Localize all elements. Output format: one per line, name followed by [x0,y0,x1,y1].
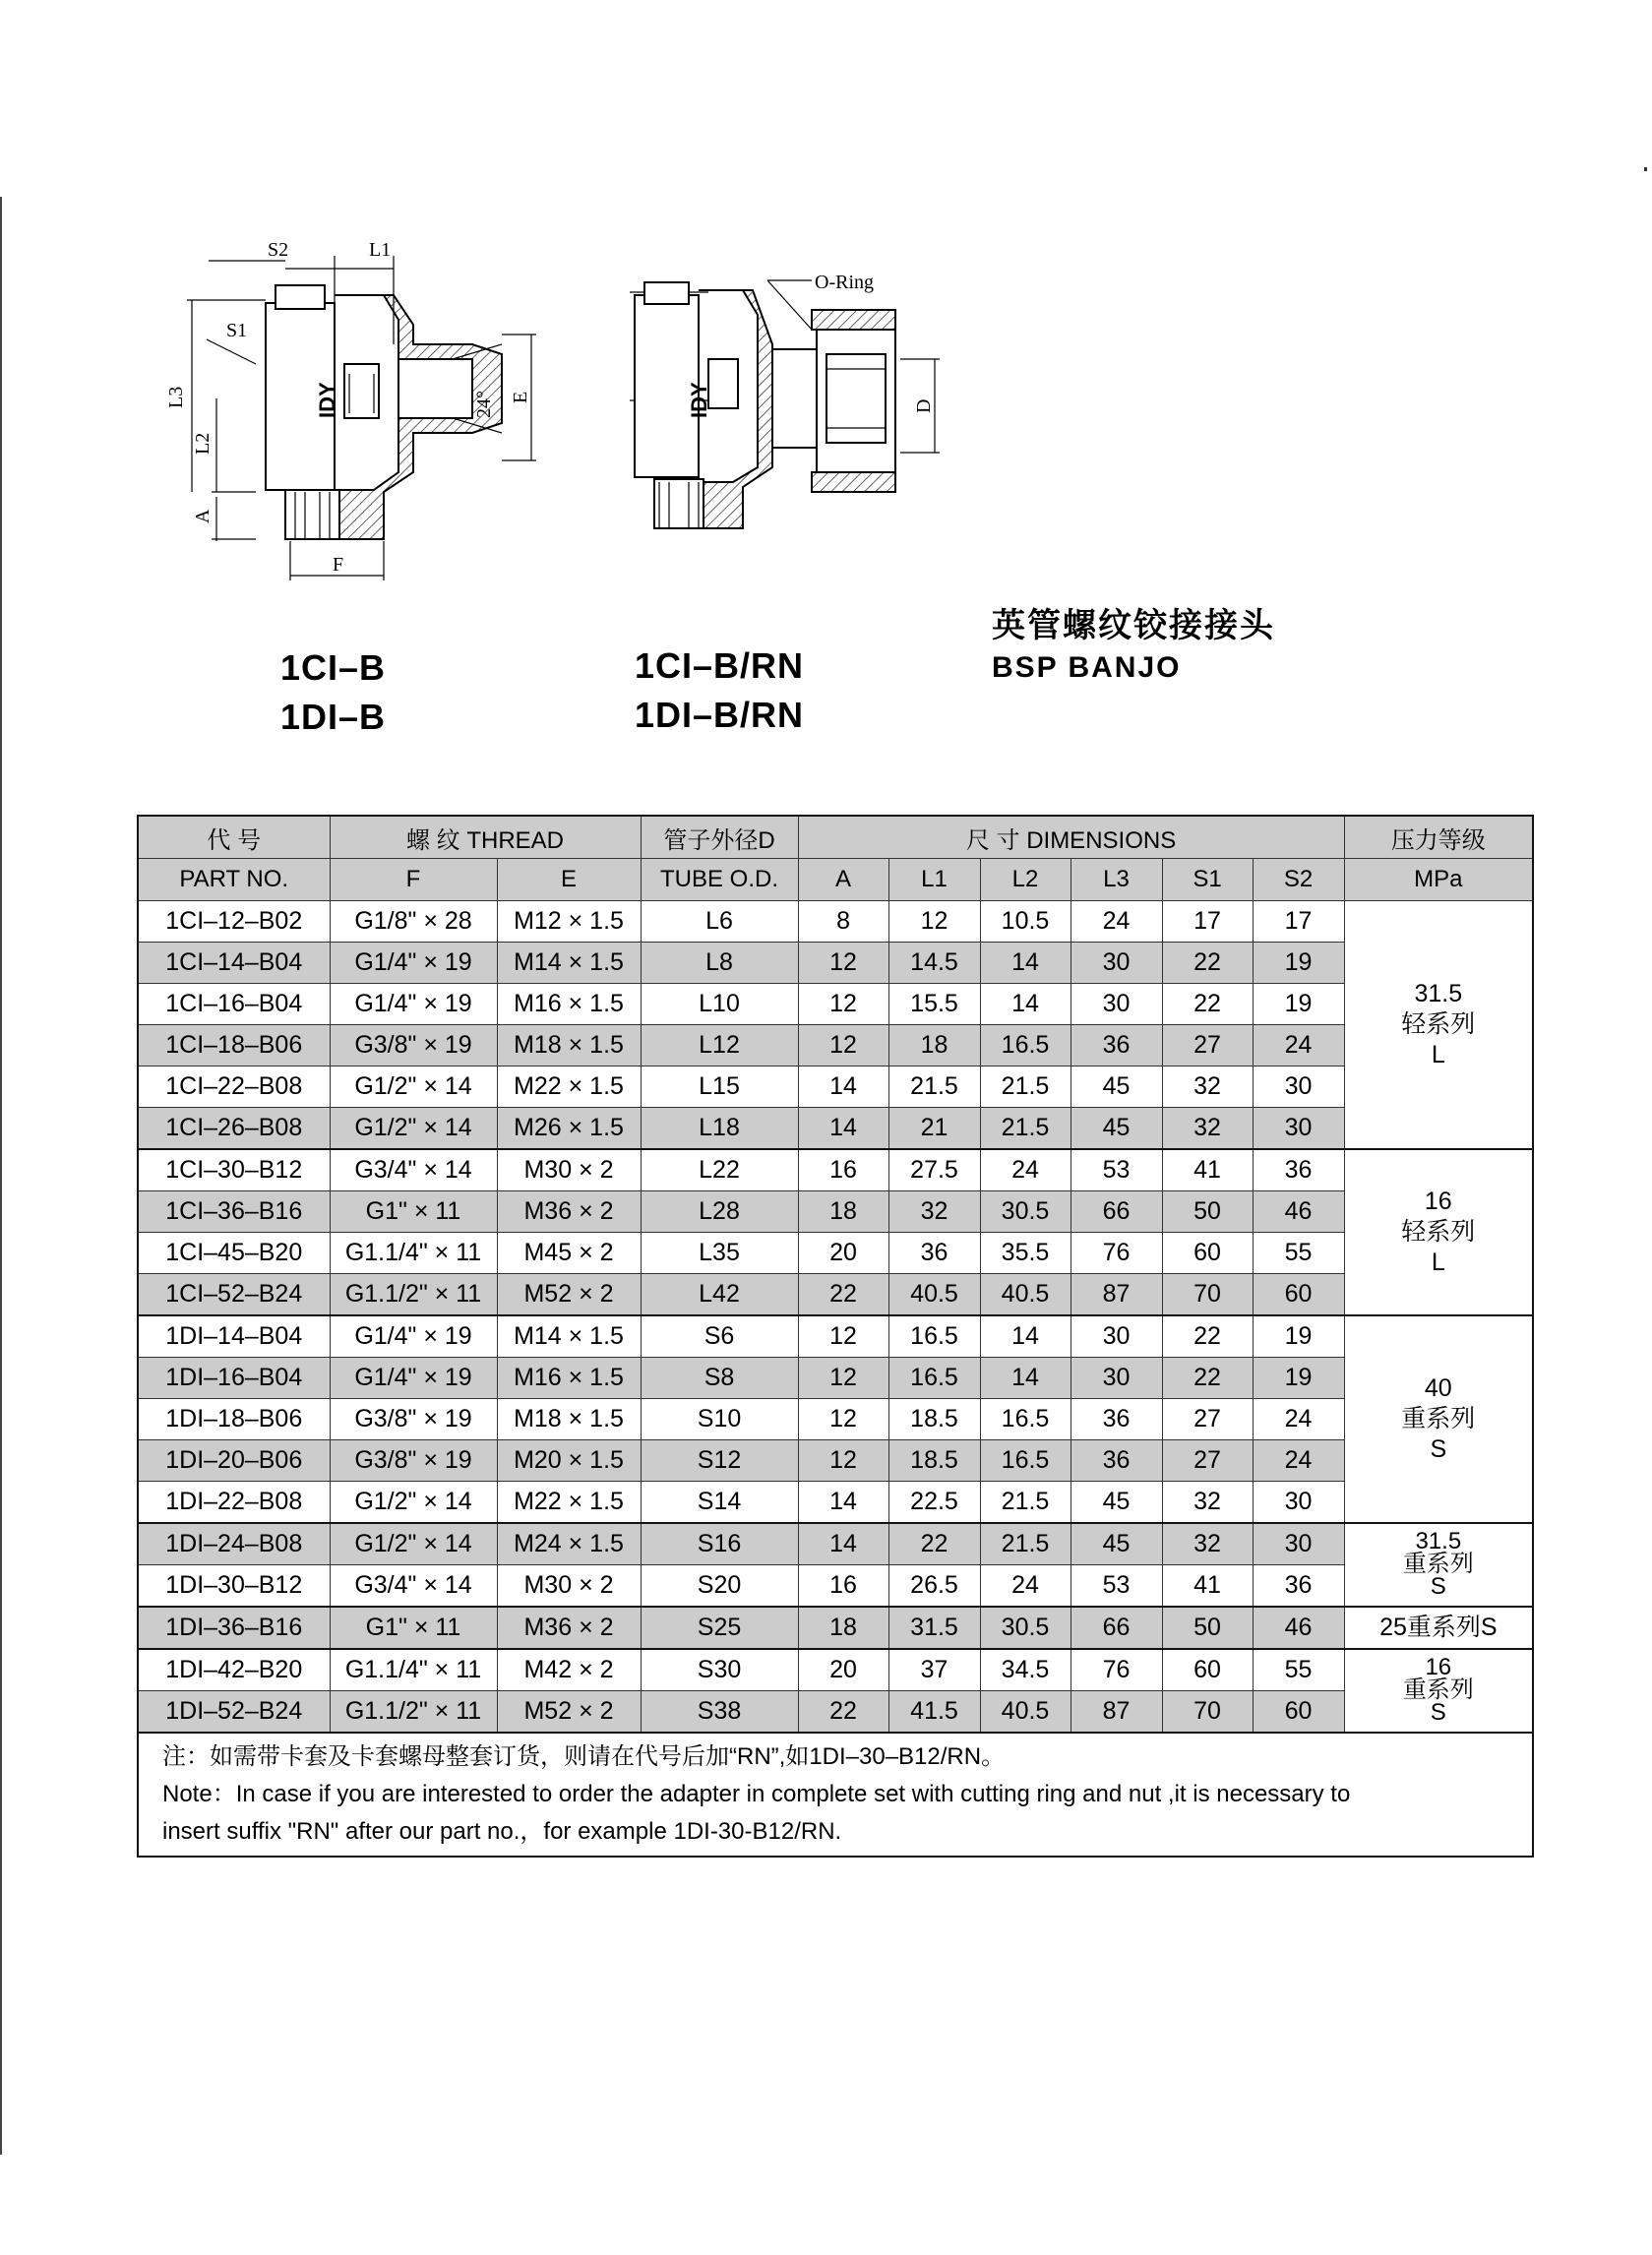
label-e: E [510,391,531,403]
table-row [138,1274,1533,1316]
pressure-series: 轻系列 [1401,1009,1476,1038]
banjo-drawing-left [148,226,571,600]
cell-s2: 30 [1253,1523,1344,1565]
cell-l2: 24 [980,1149,1071,1191]
cell-l3: 87 [1071,1691,1162,1734]
header-a: A [798,859,888,901]
cell-s1: 22 [1162,1358,1253,1399]
header-tube-en: TUBE O.D. [641,859,798,901]
cell-a: 12 [798,1399,888,1440]
cell-s1: 22 [1162,1315,1253,1358]
pressure-code: L [1431,1249,1445,1277]
cell-e: M45 × 2 [497,1233,641,1274]
page-corner-mark [1644,167,1647,171]
label-l3: L3 [165,386,187,408]
pressure-group-6 [1344,1649,1533,1733]
table-row [138,1191,1533,1233]
header-dimensions: 尺 寸 DIMENSIONS [798,816,1344,859]
pressure-group-3 [1344,1315,1533,1523]
cell-s1: 41 [1162,1149,1253,1191]
banjo-drawing-right [615,251,969,576]
table-row [138,1315,1533,1358]
model-label-1di-b-rn: 1DI–B/RN [635,695,805,735]
cell-s1: 22 [1162,984,1253,1025]
cell-part: 1CI–18–B06 [138,1025,330,1067]
cell-s2: 60 [1253,1691,1344,1734]
pressure-series: 重系列 [1401,1404,1476,1432]
cell-l2: 14 [980,1315,1071,1358]
cell-l1: 37 [888,1649,980,1691]
header-part-no: PART NO. [138,859,330,901]
cell-s1: 70 [1162,1274,1253,1316]
cell-l2: 14 [980,984,1071,1025]
cell-l3: 45 [1071,1482,1162,1524]
pressure-value: 31.5 [1414,979,1463,1007]
cell-l2: 16.5 [980,1399,1071,1440]
table-row [138,1233,1533,1274]
cell-f: G1" × 11 [330,1191,497,1233]
cell-l2: 21.5 [980,1523,1071,1565]
pressure-code: S [1430,1435,1447,1464]
cell-s1: 27 [1162,1440,1253,1482]
cell-f: G3/8" × 19 [330,1399,497,1440]
cell-l1: 41.5 [888,1691,980,1734]
cell-s2: 30 [1253,1482,1344,1524]
cell-e: M52 × 2 [497,1274,641,1316]
cell-l1: 15.5 [888,984,980,1025]
cell-s2: 17 [1253,901,1344,943]
cell-part: 1CI–26–B08 [138,1108,330,1150]
cell-part: 1DI–14–B04 [138,1315,330,1358]
cell-s2: 24 [1253,1399,1344,1440]
cell-s2: 30 [1253,1108,1344,1150]
table-row [138,1067,1533,1108]
cell-f: G1.1/2" × 11 [330,1274,497,1316]
cell-l3: 30 [1071,984,1162,1025]
cell-l2: 40.5 [980,1274,1071,1316]
cell-f: G1/2" × 14 [330,1108,497,1150]
cell-part: 1DI–30–B12 [138,1565,330,1608]
cell-s2: 19 [1253,943,1344,984]
cell-l3: 30 [1071,1315,1162,1358]
cell-l1: 21 [888,1108,980,1150]
header-thread-f: F [330,859,497,901]
cell-part: 1CI–30–B12 [138,1149,330,1191]
cell-l2: 21.5 [980,1482,1071,1524]
note-english-line-2: insert suffix "RN" after our part no.，for example 1DI-30-B12/RN. [162,1818,842,1845]
cell-part: 1DI–16–B04 [138,1358,330,1399]
cell-f: G1/2" × 14 [330,1523,497,1565]
cell-f: G3/4" × 14 [330,1149,497,1191]
cell-s1: 32 [1162,1482,1253,1524]
cell-l2: 21.5 [980,1067,1071,1108]
cell-l3: 53 [1071,1565,1162,1608]
cell-part: 1DI–42–B20 [138,1649,330,1691]
cell-f: G3/8" × 19 [330,1025,497,1067]
cell-l1: 36 [888,1233,980,1274]
cell-l1: 18 [888,1025,980,1067]
cell-part: 1CI–16–B04 [138,984,330,1025]
cell-l1: 26.5 [888,1565,980,1608]
cell-s1: 60 [1162,1233,1253,1274]
cell-l3: 45 [1071,1523,1162,1565]
model-label-1ci-b: 1CI–B [280,647,387,688]
cell-s2: 24 [1253,1025,1344,1067]
cell-s2: 19 [1253,1358,1344,1399]
cell-tube: L18 [641,1108,798,1150]
cell-e: M36 × 2 [497,1607,641,1649]
table-row [138,1649,1533,1691]
cell-s2: 46 [1253,1607,1344,1649]
cell-part: 1DI–22–B08 [138,1482,330,1524]
label-s1: S1 [226,320,248,341]
pressure-group-5: 25重系列S [1344,1607,1533,1649]
cell-f: G1/4" × 19 [330,1358,497,1399]
table-row [138,1607,1533,1649]
cell-s1: 70 [1162,1691,1253,1734]
pressure-code: S [1430,1572,1446,1600]
table-row [138,943,1533,984]
label-o-ring: O-Ring [815,272,874,293]
cell-l2: 34.5 [980,1649,1071,1691]
cell-l1: 32 [888,1191,980,1233]
table-row [138,1523,1533,1565]
cell-a: 20 [798,1233,888,1274]
pressure-value: 40 [1424,1373,1452,1402]
cell-e: M12 × 1.5 [497,901,641,943]
cell-part: 1DI–24–B08 [138,1523,330,1565]
note-english-line-1: Note：In case if you are interested to order the adapter in complete set with cutting ring and nut ,it is necessary to [162,1781,1351,1807]
cell-s1: 27 [1162,1025,1253,1067]
cell-e: M14 × 1.5 [497,1315,641,1358]
cell-l1: 31.5 [888,1607,980,1649]
cell-f: G1/4" × 19 [330,984,497,1025]
title-english: BSP BANJO [992,651,1182,684]
cell-a: 12 [798,1315,888,1358]
table-row [138,984,1533,1025]
header-l1: L1 [888,859,980,901]
header-s2: S2 [1253,859,1344,901]
cell-l1: 14.5 [888,943,980,984]
cell-s2: 24 [1253,1440,1344,1482]
cell-s2: 36 [1253,1565,1344,1608]
cell-l3: 53 [1071,1149,1162,1191]
cell-s2: 46 [1253,1191,1344,1233]
cell-s2: 60 [1253,1274,1344,1316]
cell-l3: 36 [1071,1025,1162,1067]
cell-part: 1DI–52–B24 [138,1691,330,1734]
cell-tube: L10 [641,984,798,1025]
cell-tube: S14 [641,1482,798,1524]
cell-l3: 24 [1071,901,1162,943]
pressure-group-4 [1344,1523,1533,1607]
cell-tube: L42 [641,1274,798,1316]
table-row [138,1440,1533,1482]
label-s2: S2 [268,239,289,261]
label-idy-right: IDY [687,382,711,418]
cell-tube: S38 [641,1691,798,1734]
cell-part: 1CI–14–B04 [138,943,330,984]
pressure-value: 31.5 [1415,1528,1462,1555]
table-row [138,1025,1533,1067]
cell-l2: 30.5 [980,1191,1071,1233]
cell-l2: 35.5 [980,1233,1071,1274]
label-angle: 24° [473,391,495,418]
cell-a: 18 [798,1191,888,1233]
cell-l1: 18.5 [888,1399,980,1440]
pressure-group-2 [1344,1149,1533,1315]
cell-l1: 22.5 [888,1482,980,1524]
cell-tube: S6 [641,1315,798,1358]
cell-a: 12 [798,943,888,984]
cell-s1: 17 [1162,901,1253,943]
cell-e: M30 × 2 [497,1149,641,1191]
cell-l2: 30.5 [980,1607,1071,1649]
header-thread: 螺 纹 THREAD [330,816,641,859]
cell-tube: L12 [641,1025,798,1067]
cell-a: 16 [798,1149,888,1191]
cell-l3: 76 [1071,1233,1162,1274]
cell-part: 1DI–20–B06 [138,1440,330,1482]
cell-part: 1CI–22–B08 [138,1067,330,1108]
header-tube-cn: 管子外径D [641,816,798,859]
cell-tube: S12 [641,1440,798,1482]
cell-l1: 18.5 [888,1440,980,1482]
cell-f: G3/4" × 14 [330,1565,497,1608]
cell-tube: L8 [641,943,798,984]
cell-l2: 24 [980,1565,1071,1608]
cell-f: G1.1/4" × 11 [330,1649,497,1691]
cell-s1: 22 [1162,943,1253,984]
title-chinese: 英管螺纹铰接接头 [992,607,1275,644]
cell-tube: S30 [641,1649,798,1691]
cell-tube: L15 [641,1067,798,1108]
cell-e: M22 × 1.5 [497,1067,641,1108]
cell-l3: 76 [1071,1649,1162,1691]
cell-l3: 36 [1071,1399,1162,1440]
cell-a: 14 [798,1482,888,1524]
cell-s1: 32 [1162,1523,1253,1565]
cell-l3: 45 [1071,1108,1162,1150]
cell-e: M36 × 2 [497,1191,641,1233]
label-l2: L2 [192,432,214,455]
cell-l1: 22 [888,1523,980,1565]
label-f: F [333,554,344,576]
label-d: D [913,398,935,413]
label-a: A [192,509,214,523]
cell-a: 12 [798,1025,888,1067]
cell-tube: L35 [641,1233,798,1274]
pressure-value: 16 [1424,1187,1452,1215]
cell-s1: 50 [1162,1607,1253,1649]
cell-l3: 66 [1071,1607,1162,1649]
cell-f: G1/2" × 14 [330,1482,497,1524]
cell-s2: 55 [1253,1233,1344,1274]
header-thread-e: E [497,859,641,901]
pressure-series: 重系列 [1402,1551,1474,1578]
cell-part: 1CI–12–B02 [138,901,330,943]
cell-s1: 32 [1162,1108,1253,1150]
cell-f: G1" × 11 [330,1607,497,1649]
cell-e: M18 × 1.5 [497,1399,641,1440]
cell-tube: L22 [641,1149,798,1191]
cell-l2: 16.5 [980,1440,1071,1482]
pressure-group-1 [1344,901,1533,1150]
cell-tube: S20 [641,1565,798,1608]
header-s1: S1 [1162,859,1253,901]
cell-e: M22 × 1.5 [497,1482,641,1524]
pressure-value: 16 [1425,1654,1452,1681]
table-row [138,1691,1533,1734]
cell-tube: S10 [641,1399,798,1440]
header-pressure: 压力等级 [1344,816,1533,859]
cell-a: 22 [798,1691,888,1734]
pressure-series: 重系列 [1402,1676,1474,1704]
note-chinese: 注：如需带卡套及卡套螺母整套订货，则请在代号后加“RN”,如1DI–30–B12/RN。 [162,1743,1006,1770]
cell-a: 14 [798,1108,888,1150]
cell-e: M16 × 1.5 [497,984,641,1025]
cell-f: G1/2" × 14 [330,1067,497,1108]
model-label-1ci-b-rn: 1CI–B/RN [635,645,805,686]
spec-table [137,815,1534,1858]
cell-a: 12 [798,1358,888,1399]
cell-f: G3/8" × 19 [330,1440,497,1482]
cell-a: 12 [798,1440,888,1482]
cell-l1: 16.5 [888,1358,980,1399]
cell-l2: 14 [980,1358,1071,1399]
cell-a: 12 [798,984,888,1025]
cell-e: M20 × 1.5 [497,1440,641,1482]
cell-a: 22 [798,1274,888,1316]
table-row [138,901,1533,943]
cell-l3: 66 [1071,1191,1162,1233]
label-l1: L1 [369,239,392,261]
cell-l2: 16.5 [980,1025,1071,1067]
table-row [138,1399,1533,1440]
cell-e: M26 × 1.5 [497,1108,641,1150]
cell-l3: 30 [1071,943,1162,984]
cell-e: M24 × 1.5 [497,1523,641,1565]
label-idy: IDY [315,382,339,418]
cell-e: M18 × 1.5 [497,1025,641,1067]
cell-a: 18 [798,1607,888,1649]
cell-a: 16 [798,1565,888,1608]
cell-e: M14 × 1.5 [497,943,641,984]
cell-a: 14 [798,1523,888,1565]
cell-tube: L6 [641,901,798,943]
cell-part: 1CI–52–B24 [138,1274,330,1316]
cell-e: M30 × 2 [497,1565,641,1608]
order-note [138,1733,1533,1857]
model-label-1di-b: 1DI–B [280,697,387,737]
cell-l3: 87 [1071,1274,1162,1316]
cell-s1: 41 [1162,1565,1253,1608]
cell-l3: 36 [1071,1440,1162,1482]
cell-f: G1/8" × 28 [330,901,497,943]
cell-f: G1/4" × 19 [330,1315,497,1358]
pressure-series: 轻系列 [1401,1217,1476,1246]
cell-l1: 16.5 [888,1315,980,1358]
cell-part: 1DI–18–B06 [138,1399,330,1440]
cell-s2: 19 [1253,1315,1344,1358]
cell-l2: 40.5 [980,1691,1071,1734]
table-row [138,1358,1533,1399]
cell-l1: 27.5 [888,1149,980,1191]
cell-l2: 10.5 [980,901,1071,943]
cell-s1: 27 [1162,1399,1253,1440]
header-l2: L2 [980,859,1071,901]
cell-s2: 55 [1253,1649,1344,1691]
cell-l2: 21.5 [980,1108,1071,1150]
cell-a: 20 [798,1649,888,1691]
pressure-code: S [1430,1698,1446,1726]
cell-s1: 50 [1162,1191,1253,1233]
page-edge-rule [0,197,2,2155]
cell-tube: S25 [641,1607,798,1649]
table-row [138,1565,1533,1608]
table-row [138,1149,1533,1191]
table-row [138,1108,1533,1150]
cell-s2: 30 [1253,1067,1344,1108]
header-code: 代 号 [138,816,330,859]
cell-tube: L28 [641,1191,798,1233]
cell-f: G1.1/4" × 11 [330,1233,497,1274]
cell-e: M16 × 1.5 [497,1358,641,1399]
cell-s2: 36 [1253,1149,1344,1191]
table-row [138,1482,1533,1524]
cell-s1: 32 [1162,1067,1253,1108]
cell-l1: 21.5 [888,1067,980,1108]
cell-e: M52 × 2 [497,1691,641,1734]
cell-e: M42 × 2 [497,1649,641,1691]
cell-l1: 12 [888,901,980,943]
header-mpa: MPa [1344,859,1533,901]
cell-l3: 45 [1071,1067,1162,1108]
cell-s2: 19 [1253,984,1344,1025]
cell-a: 8 [798,901,888,943]
cell-f: G1/4" × 19 [330,943,497,984]
cell-part: 1DI–36–B16 [138,1607,330,1649]
cell-l2: 14 [980,943,1071,984]
pressure-code: L [1431,1041,1445,1069]
cell-tube: S16 [641,1523,798,1565]
cell-s1: 60 [1162,1649,1253,1691]
cell-f: G1.1/2" × 11 [330,1691,497,1734]
cell-tube: S8 [641,1358,798,1399]
cell-a: 14 [798,1067,888,1108]
cell-l1: 40.5 [888,1274,980,1316]
cell-part: 1CI–36–B16 [138,1191,330,1233]
cell-part: 1CI–45–B20 [138,1233,330,1274]
header-l3: L3 [1071,859,1162,901]
cell-l3: 30 [1071,1358,1162,1399]
